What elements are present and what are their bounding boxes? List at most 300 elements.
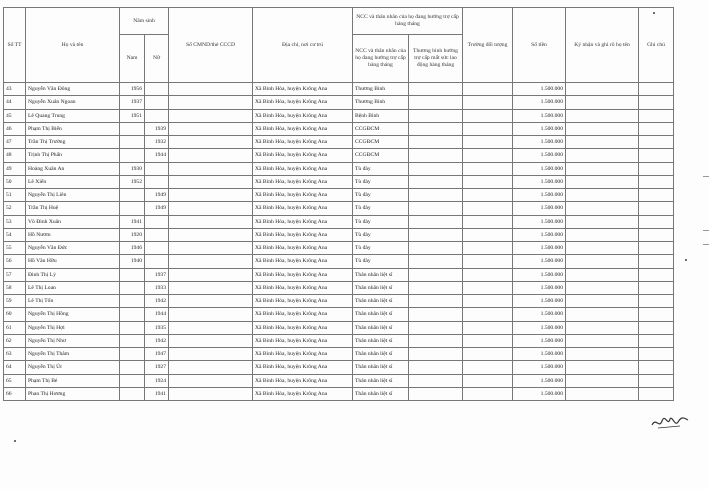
cell-stt: 49 [4, 162, 26, 175]
cell-name: Nguyễn Xuân Ngoan [26, 96, 120, 109]
cell-birth-male [120, 189, 145, 202]
cell-category: Tù đày [353, 162, 409, 175]
table-row [4, 348, 674, 361]
cell-note [639, 361, 674, 374]
cell-signature [566, 268, 639, 281]
cell-signature [566, 202, 639, 215]
cell-signature [566, 109, 639, 122]
cell-note [639, 96, 674, 109]
cell-birth-female: 1944 [145, 308, 169, 321]
cell-id-number [169, 255, 253, 268]
cell-target-type [463, 387, 513, 400]
header-stt: Số TT [4, 8, 26, 83]
cell-stt: 59 [4, 295, 26, 308]
edge-mark [703, 230, 709, 231]
cell-category: Thân nhân liệt sĩ [353, 281, 409, 294]
cell-id-number [169, 295, 253, 308]
cell-target-type [463, 348, 513, 361]
cell-address: Xã Bình Hòa, huyện Krông Ana [253, 215, 353, 228]
cell-amount: 1.500.000 [513, 281, 566, 294]
cell-address: Xã Bình Hòa, huyện Krông Ana [253, 374, 353, 387]
cell-stt: 63 [4, 348, 26, 361]
cell-address: Xã Bình Hòa, huyện Krông Ana [253, 334, 353, 347]
cell-category: Thân nhân liệt sĩ [353, 387, 409, 400]
cell-target-type [463, 268, 513, 281]
cell-stt: 53 [4, 215, 26, 228]
cell-invalid-benefit [409, 348, 463, 361]
cell-category: Thân nhân liệt sĩ [353, 361, 409, 374]
cell-birth-male [120, 348, 145, 361]
cell-signature [566, 295, 639, 308]
table-row [4, 175, 674, 188]
cell-birth-female [145, 255, 169, 268]
edge-mark [703, 244, 709, 245]
cell-id-number [169, 189, 253, 202]
cell-address: Xã Bình Hòa, huyện Krông Ana [253, 175, 353, 188]
cell-birth-female: 1939 [145, 122, 169, 135]
stray-mark [685, 259, 687, 261]
cell-category: Thân nhân liệt sĩ [353, 268, 409, 281]
cell-target-type [463, 255, 513, 268]
cell-id-number [169, 374, 253, 387]
cell-amount: 1.500.000 [513, 334, 566, 347]
table-row [4, 122, 674, 135]
cell-invalid-benefit [409, 162, 463, 175]
cell-id-number [169, 149, 253, 162]
cell-birth-female: 1932 [145, 136, 169, 149]
cell-amount: 1.500.000 [513, 109, 566, 122]
cell-signature [566, 189, 639, 202]
cell-invalid-benefit [409, 361, 463, 374]
cell-invalid-benefit [409, 149, 463, 162]
cell-invalid-benefit [409, 96, 463, 109]
cell-stt: 52 [4, 202, 26, 215]
cell-category: CCGĐCM [353, 136, 409, 149]
cell-category: Tù đày [353, 175, 409, 188]
table-row [4, 295, 674, 308]
table-row [4, 109, 674, 122]
cell-category: Bệnh Binh [353, 109, 409, 122]
cell-id-number [169, 175, 253, 188]
table-row [4, 281, 674, 294]
table-row [4, 202, 674, 215]
cell-birth-female [145, 109, 169, 122]
cell-signature [566, 387, 639, 400]
header-birth-year: Năm sinh [120, 8, 169, 35]
cell-birth-female [145, 228, 169, 241]
cell-category: Thân nhân liệt sĩ [353, 295, 409, 308]
header-id-number: Số CMND/thẻ CCCD [169, 8, 253, 83]
header-ncc-monthly: NCC và thân nhân của họ đang hưởng trợ cấp hàng tháng [353, 35, 409, 83]
cell-invalid-benefit [409, 136, 463, 149]
cell-note [639, 268, 674, 281]
cell-id-number [169, 308, 253, 321]
cell-birth-female: 1927 [145, 361, 169, 374]
cell-target-type [463, 308, 513, 321]
cell-target-type [463, 228, 513, 241]
cell-invalid-benefit [409, 387, 463, 400]
cell-invalid-benefit [409, 175, 463, 188]
cell-target-type [463, 149, 513, 162]
cell-name: Nguyễn Thị Hợi [26, 321, 120, 334]
cell-birth-male [120, 321, 145, 334]
cell-address: Xã Bình Hòa, huyện Krông Ana [253, 202, 353, 215]
header-male: Nam [120, 35, 145, 83]
cell-birth-male [120, 202, 145, 215]
cell-invalid-benefit [409, 83, 463, 96]
cell-category: CCGĐCM [353, 149, 409, 162]
cell-birth-male: 1930 [120, 162, 145, 175]
cell-note [639, 334, 674, 347]
cell-address: Xã Bình Hòa, huyện Krông Ana [253, 96, 353, 109]
cell-stt: 47 [4, 136, 26, 149]
cell-note [639, 109, 674, 122]
cell-signature [566, 348, 639, 361]
cell-name: Phạm Thị Biển [26, 122, 120, 135]
cell-amount: 1.500.000 [513, 96, 566, 109]
cell-name: Hồ Nươm [26, 228, 120, 241]
cell-birth-male: 1940 [120, 255, 145, 268]
cell-target-type [463, 321, 513, 334]
header-name: Họ và tên [26, 8, 120, 83]
table-row [4, 361, 674, 374]
cell-amount: 1.500.000 [513, 122, 566, 135]
cell-id-number [169, 334, 253, 347]
header-target-type: Trường đối tượng [463, 8, 513, 83]
cell-amount: 1.500.000 [513, 268, 566, 281]
cell-stt: 51 [4, 189, 26, 202]
cell-birth-male: 1941 [120, 215, 145, 228]
cell-signature [566, 334, 639, 347]
cell-birth-female: 1942 [145, 295, 169, 308]
cell-note [639, 202, 674, 215]
cell-id-number [169, 83, 253, 96]
cell-amount: 1.500.000 [513, 175, 566, 188]
cell-birth-male: 1956 [120, 83, 145, 96]
cell-signature [566, 321, 639, 334]
cell-amount: 1.500.000 [513, 361, 566, 374]
cell-address: Xã Bình Hòa, huyện Krông Ana [253, 321, 353, 334]
header-female: Nữ [145, 35, 169, 83]
cell-address: Xã Bình Hòa, huyện Krông Ana [253, 281, 353, 294]
cell-signature [566, 136, 639, 149]
table-row [4, 268, 674, 281]
table-row [4, 136, 674, 149]
cell-category: Thân nhân liệt sĩ [353, 321, 409, 334]
cell-target-type [463, 202, 513, 215]
cell-birth-female: 1937 [145, 268, 169, 281]
cell-invalid-benefit [409, 109, 463, 122]
cell-signature [566, 308, 639, 321]
edge-mark [703, 176, 709, 177]
cell-stt: 54 [4, 228, 26, 241]
cell-note [639, 242, 674, 255]
cell-note [639, 281, 674, 294]
cell-invalid-benefit [409, 374, 463, 387]
cell-target-type [463, 374, 513, 387]
cell-name: Trần Thị Huệ [26, 202, 120, 215]
cell-note [639, 255, 674, 268]
cell-birth-male [120, 295, 145, 308]
cell-birth-female: 1947 [145, 348, 169, 361]
cell-id-number [169, 242, 253, 255]
stray-mark [653, 12, 655, 14]
cell-category: Tù đày [353, 255, 409, 268]
cell-category: Thân nhân liệt sĩ [353, 348, 409, 361]
cell-note [639, 136, 674, 149]
table-row [4, 96, 674, 109]
cell-name: Lê Xiển [26, 175, 120, 188]
cell-birth-female [145, 83, 169, 96]
cell-target-type [463, 83, 513, 96]
cell-amount: 1.500.000 [513, 162, 566, 175]
cell-note [639, 122, 674, 135]
cell-stt: 56 [4, 255, 26, 268]
cell-id-number [169, 321, 253, 334]
cell-amount: 1.500.000 [513, 295, 566, 308]
cell-signature [566, 242, 639, 255]
beneficiary-table [3, 7, 674, 401]
cell-address: Xã Bình Hòa, huyện Krông Ana [253, 122, 353, 135]
cell-amount: 1.500.000 [513, 136, 566, 149]
cell-note [639, 83, 674, 96]
cell-id-number [169, 202, 253, 215]
table-row [4, 162, 674, 175]
cell-amount: 1.500.000 [513, 348, 566, 361]
cell-note [639, 228, 674, 241]
cell-invalid-benefit [409, 295, 463, 308]
cell-id-number [169, 215, 253, 228]
table-row [4, 255, 674, 268]
cell-name: Hoàng Xuân An [26, 162, 120, 175]
cell-target-type [463, 162, 513, 175]
cell-birth-female: 1924 [145, 374, 169, 387]
cell-amount: 1.500.000 [513, 149, 566, 162]
cell-birth-female [145, 215, 169, 228]
cell-amount: 1.500.000 [513, 374, 566, 387]
cell-address: Xã Bình Hòa, huyện Krông Ana [253, 255, 353, 268]
table-body [4, 83, 674, 401]
cell-address: Xã Bình Hòa, huyện Krông Ana [253, 348, 353, 361]
cell-amount: 1.500.000 [513, 387, 566, 400]
table-row [4, 83, 674, 96]
table-row [4, 215, 674, 228]
cell-birth-female [145, 242, 169, 255]
cell-name: Nguyễn Văn Đức [26, 242, 120, 255]
cell-category: Thân nhân liệt sĩ [353, 308, 409, 321]
table-row [4, 374, 674, 387]
header-signature: Ký nhận và ghi rõ họ tên [566, 8, 639, 83]
cell-id-number [169, 162, 253, 175]
cell-target-type [463, 122, 513, 135]
cell-stt: 61 [4, 321, 26, 334]
cell-name: Nguyễn Văn Đông [26, 83, 120, 96]
cell-address: Xã Bình Hòa, huyện Krông Ana [253, 149, 353, 162]
cell-birth-female [145, 96, 169, 109]
cell-birth-male: 1946 [120, 242, 145, 255]
cell-birth-female: 1941 [145, 387, 169, 400]
cell-signature [566, 175, 639, 188]
cell-birth-male [120, 361, 145, 374]
cell-name: Nguyễn Thị Hồng [26, 308, 120, 321]
cell-note [639, 189, 674, 202]
cell-birth-male: 1920 [120, 228, 145, 241]
cell-note [639, 374, 674, 387]
cell-birth-female: 1949 [145, 189, 169, 202]
cell-birth-male: 1952 [120, 175, 145, 188]
cell-target-type [463, 361, 513, 374]
cell-birth-female [145, 175, 169, 188]
cell-signature [566, 162, 639, 175]
cell-birth-female: 1944 [145, 149, 169, 162]
cell-birth-male [120, 136, 145, 149]
cell-stt: 50 [4, 175, 26, 188]
cell-note [639, 149, 674, 162]
cell-address: Xã Bình Hòa, huyện Krông Ana [253, 83, 353, 96]
table-row [4, 228, 674, 241]
cell-target-type [463, 215, 513, 228]
cell-name: Nguyễn Thị Liên [26, 189, 120, 202]
cell-invalid-benefit [409, 215, 463, 228]
cell-address: Xã Bình Hòa, huyện Krông Ana [253, 308, 353, 321]
cell-category: Thân nhân liệt sĩ [353, 374, 409, 387]
cell-target-type [463, 109, 513, 122]
cell-address: Xã Bình Hòa, huyện Krông Ana [253, 242, 353, 255]
cell-invalid-benefit [409, 308, 463, 321]
cell-signature [566, 215, 639, 228]
cell-address: Xã Bình Hòa, huyện Krông Ana [253, 361, 353, 374]
cell-category: Tù đày [353, 242, 409, 255]
cell-birth-male [120, 149, 145, 162]
cell-category: Tù đày [353, 215, 409, 228]
cell-id-number [169, 348, 253, 361]
cell-name: Lê Quang Trung [26, 109, 120, 122]
cell-target-type [463, 334, 513, 347]
cell-stt: 66 [4, 387, 26, 400]
cell-birth-male: 1951 [120, 109, 145, 122]
cell-stt: 55 [4, 242, 26, 255]
cell-signature [566, 255, 639, 268]
cell-invalid-benefit [409, 228, 463, 241]
cell-name: Nguyễn Thị Út [26, 361, 120, 374]
header-invalid-benefit: Thương binh hưởng trợ cấp mất sức lao động hàng tháng [409, 35, 463, 83]
cell-amount: 1.500.000 [513, 189, 566, 202]
cell-stt: 60 [4, 308, 26, 321]
table-row [4, 149, 674, 162]
cell-amount: 1.500.000 [513, 228, 566, 241]
cell-category: Thương Binh [353, 96, 409, 109]
table-row [4, 387, 674, 400]
cell-invalid-benefit [409, 242, 463, 255]
cell-signature [566, 228, 639, 241]
cell-stt: 45 [4, 109, 26, 122]
handwritten-signature-icon [650, 413, 690, 431]
cell-birth-male [120, 387, 145, 400]
cell-id-number [169, 122, 253, 135]
table-row [4, 308, 674, 321]
cell-name: Trịnh Thị Phấn [26, 149, 120, 162]
cell-address: Xã Bình Hòa, huyện Krông Ana [253, 387, 353, 400]
cell-signature [566, 281, 639, 294]
cell-category: Tù đày [353, 202, 409, 215]
cell-address: Xã Bình Hòa, huyện Krông Ana [253, 228, 353, 241]
cell-name: Nguyễn Thị Như [26, 334, 120, 347]
cell-address: Xã Bình Hòa, huyện Krông Ana [253, 189, 353, 202]
cell-id-number [169, 228, 253, 241]
cell-signature [566, 83, 639, 96]
table-row [4, 189, 674, 202]
cell-invalid-benefit [409, 268, 463, 281]
stray-mark [14, 440, 16, 442]
cell-note [639, 215, 674, 228]
cell-invalid-benefit [409, 189, 463, 202]
cell-note [639, 175, 674, 188]
cell-target-type [463, 175, 513, 188]
cell-amount: 1.500.000 [513, 215, 566, 228]
header-ncc-group: NCC và thân nhân của họ đang hưởng trợ cấp hàng tháng [353, 8, 463, 35]
table-row [4, 321, 674, 334]
cell-address: Xã Bình Hòa, huyện Krông Ana [253, 268, 353, 281]
cell-amount: 1.500.000 [513, 83, 566, 96]
cell-invalid-benefit [409, 334, 463, 347]
cell-address: Xã Bình Hòa, huyện Krông Ana [253, 162, 353, 175]
cell-category: Thương Binh [353, 83, 409, 96]
cell-note [639, 348, 674, 361]
cell-birth-male [120, 281, 145, 294]
cell-birth-male [120, 268, 145, 281]
header-address: Địa chỉ, nơi cư trú [253, 8, 353, 83]
cell-invalid-benefit [409, 281, 463, 294]
cell-amount: 1.500.000 [513, 255, 566, 268]
cell-birth-male [120, 374, 145, 387]
cell-stt: 65 [4, 374, 26, 387]
cell-birth-female: 1949 [145, 202, 169, 215]
cell-note [639, 308, 674, 321]
cell-birth-female: 1942 [145, 334, 169, 347]
cell-signature [566, 149, 639, 162]
cell-address: Xã Bình Hòa, huyện Krông Ana [253, 109, 353, 122]
cell-signature [566, 96, 639, 109]
cell-name: Đinh Thị Lý [26, 268, 120, 281]
cell-note [639, 295, 674, 308]
cell-name: Lê Thị Loan [26, 281, 120, 294]
cell-address: Xã Bình Hòa, huyện Krông Ana [253, 295, 353, 308]
cell-stt: 58 [4, 281, 26, 294]
table-row [4, 334, 674, 347]
cell-target-type [463, 96, 513, 109]
cell-target-type [463, 189, 513, 202]
cell-name: Trần Thị Trường [26, 136, 120, 149]
cell-id-number [169, 136, 253, 149]
cell-name: Võ Đình Xuân [26, 215, 120, 228]
cell-address: Xã Bình Hòa, huyện Krông Ana [253, 136, 353, 149]
cell-invalid-benefit [409, 122, 463, 135]
cell-target-type [463, 295, 513, 308]
cell-amount: 1.500.000 [513, 202, 566, 215]
cell-stt: 62 [4, 334, 26, 347]
cell-invalid-benefit [409, 255, 463, 268]
cell-birth-female: 1935 [145, 321, 169, 334]
cell-stt: 57 [4, 268, 26, 281]
cell-id-number [169, 96, 253, 109]
cell-name: Nguyễn Thị Thâm [26, 348, 120, 361]
cell-id-number [169, 281, 253, 294]
cell-signature [566, 361, 639, 374]
cell-birth-male [120, 308, 145, 321]
cell-target-type [463, 242, 513, 255]
cell-birth-female [145, 162, 169, 175]
cell-id-number [169, 361, 253, 374]
